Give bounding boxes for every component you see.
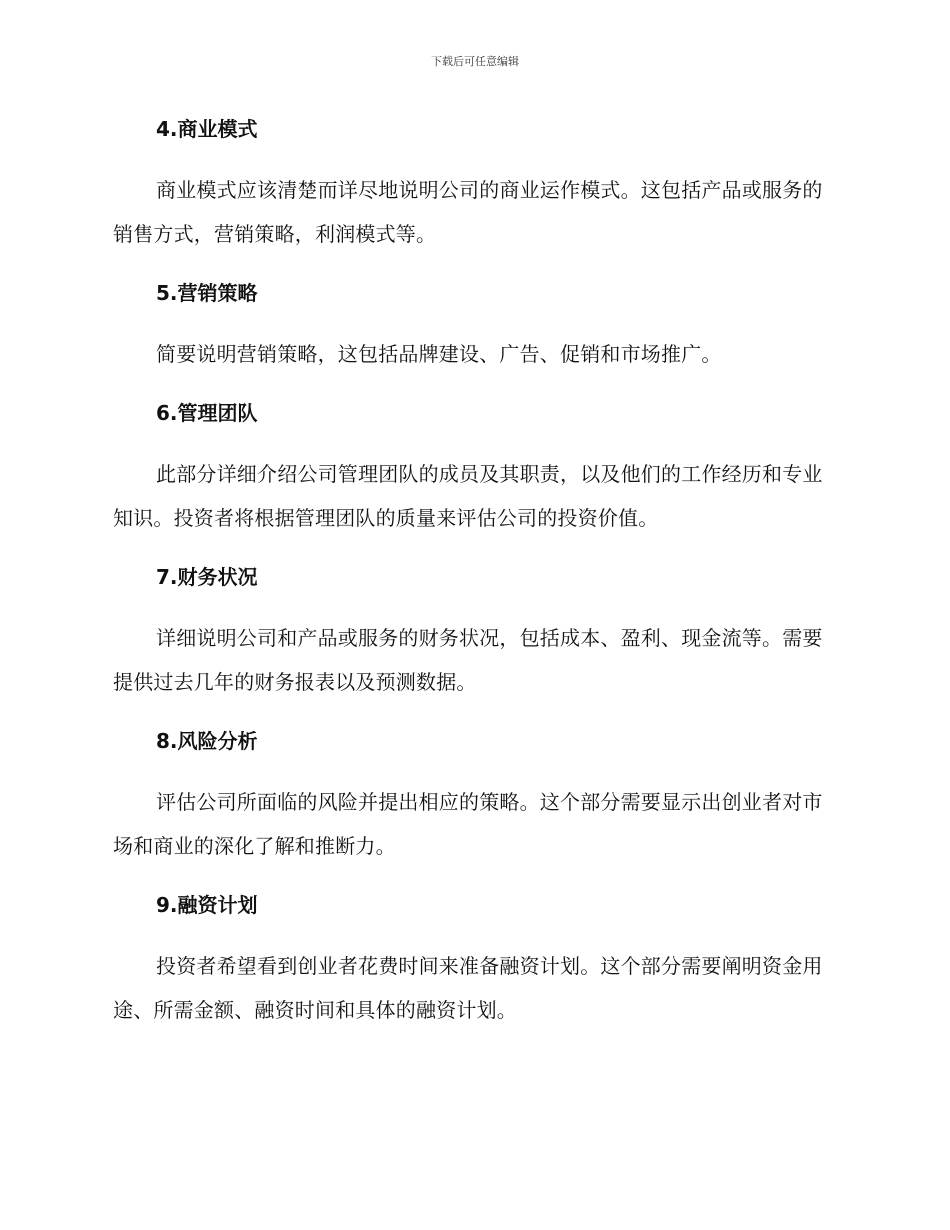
- section-body: 商业模式应该清楚而详尽地说明公司的商业运作模式。这包括产品或服务的销售方式，营销策略，利润模式等。: [113, 178, 823, 246]
- section-body: 简要说明营销策略，这包括品牌建设、广告、促销和市场推广。: [156, 342, 722, 366]
- header-note: 下载后可任意编辑: [431, 55, 519, 68]
- section-title: 6.管理团队: [156, 401, 258, 425]
- section-title: 9.融资计划: [156, 893, 258, 917]
- section-body: 评估公司所面临的风险并提出相应的策略。这个部分需要显示出创业者对市场和商业的深化了解和推断力。: [113, 790, 823, 858]
- section-title: 7.财务状况: [156, 565, 258, 589]
- document-content: [113, 112, 837, 1032]
- section-body: 此部分详细介绍公司管理团队的成员及其职责，以及他们的工作经历和专业知识。投资者将根据管理团队的质量来评估公司的投资价值。: [113, 462, 823, 530]
- section-title: 5.营销策略: [156, 281, 258, 305]
- section-body: 投资者希望看到创业者花费时间来准备融资计划。这个部分需要阐明资金用途、所需金额、融资时间和具体的融资计划。: [113, 954, 823, 1022]
- section-financial-status: [113, 560, 837, 704]
- section-risk-analysis: [113, 724, 837, 868]
- section-business-model: [113, 112, 837, 256]
- section-financing-plan: [113, 888, 837, 1032]
- section-title: 8.风险分析: [156, 729, 258, 753]
- section-title: 4.商业模式: [156, 117, 258, 141]
- section-management-team: [113, 396, 837, 540]
- section-marketing-strategy: [113, 276, 837, 376]
- section-body: 详细说明公司和产品或服务的财务状况，包括成本、盈利、现金流等。需要提供过去几年的财务报表以及预测数据。: [113, 626, 823, 694]
